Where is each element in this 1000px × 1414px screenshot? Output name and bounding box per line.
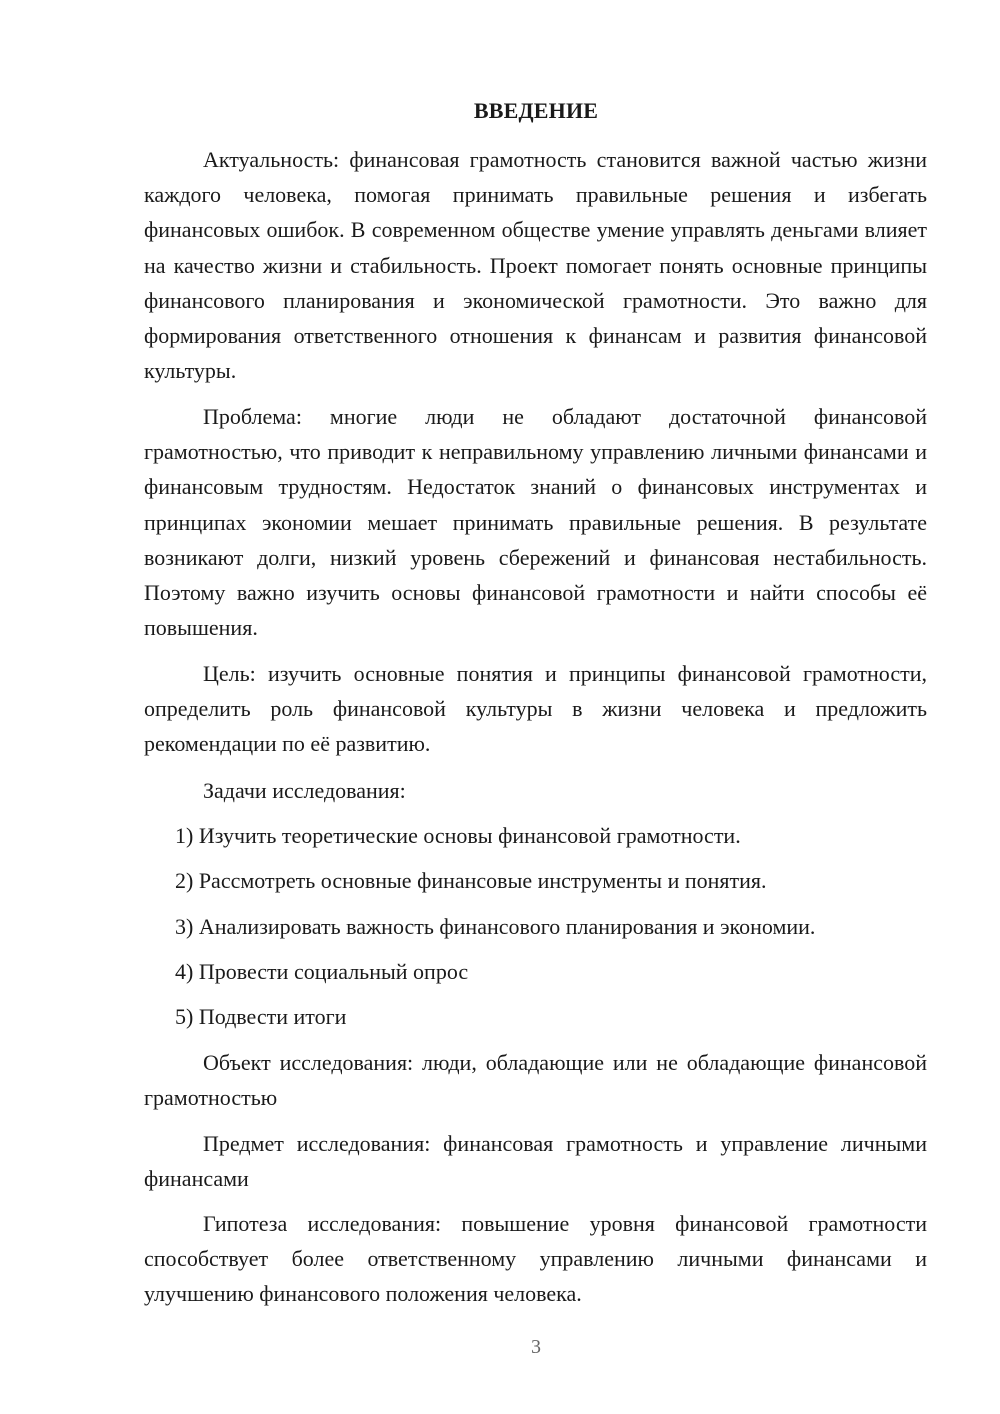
paragraph-relevance: Актуальность: финансовая грамотность становится важной частью жизни каждого человека, помогая принимать правильные решения и избегать финансовых ошибок. В современном обществе умение управлять деньгами влияет на качество жизни и стабильность. Проект помогает понять основные принципы финансового планирования и экономической грамотности. Это важно для формирования ответственного отношения к финансам и развития финансовой культуры. [144,147,927,384]
paragraph-object: Объект исследования: люди, обладающие или не обладающие финансовой грамотностью [144,1050,927,1111]
list-item-task-4: 4) Провести социальный опрос [175,959,469,984]
list-item-task-5: 5) Подвести итоги [175,1004,347,1029]
list-item-task-1: 1) Изучить теоретические основы финансовой грамотности. [175,823,741,848]
list-item-task-3: 3) Анализировать важность финансового планирования и экономии. [175,914,816,939]
page-number: 3 [531,1336,541,1358]
paragraph-hypothesis: Гипотеза исследования: повышение уровня финансовой грамотности способствует более ответственному управлению личными финансами и улучшению финансового положения человека. [144,1211,927,1307]
paragraph-problem: Проблема: многие люди не обладают достаточной финансовой грамотностью, что приводит к неправильному управлению личными финансами и финансовым трудностям. Недостаток знаний о финансовых инструментах и принципах экономии мешает принимать правильные решения. В результате возникают долги, низкий уровень сбережений и финансовая нестабильность. Поэтому важно изучить основы финансовой грамотности и найти способы её повышения. [144,404,927,641]
page-title: ВВЕДЕНИЕ [473,98,599,123]
tasks-heading: Задачи исследования: [203,778,406,803]
list-item-task-2: 2) Рассмотреть основные финансовые инструменты и понятия. [175,868,767,893]
paragraph-goal: Цель: изучить основные понятия и принципы финансовой грамотности, определить роль финансовой культуры в жизни человека и предложить рекомендации по её развитию. [144,661,927,757]
paragraph-subject: Предмет исследования: финансовая грамотность и управление личными финансами [144,1131,927,1192]
